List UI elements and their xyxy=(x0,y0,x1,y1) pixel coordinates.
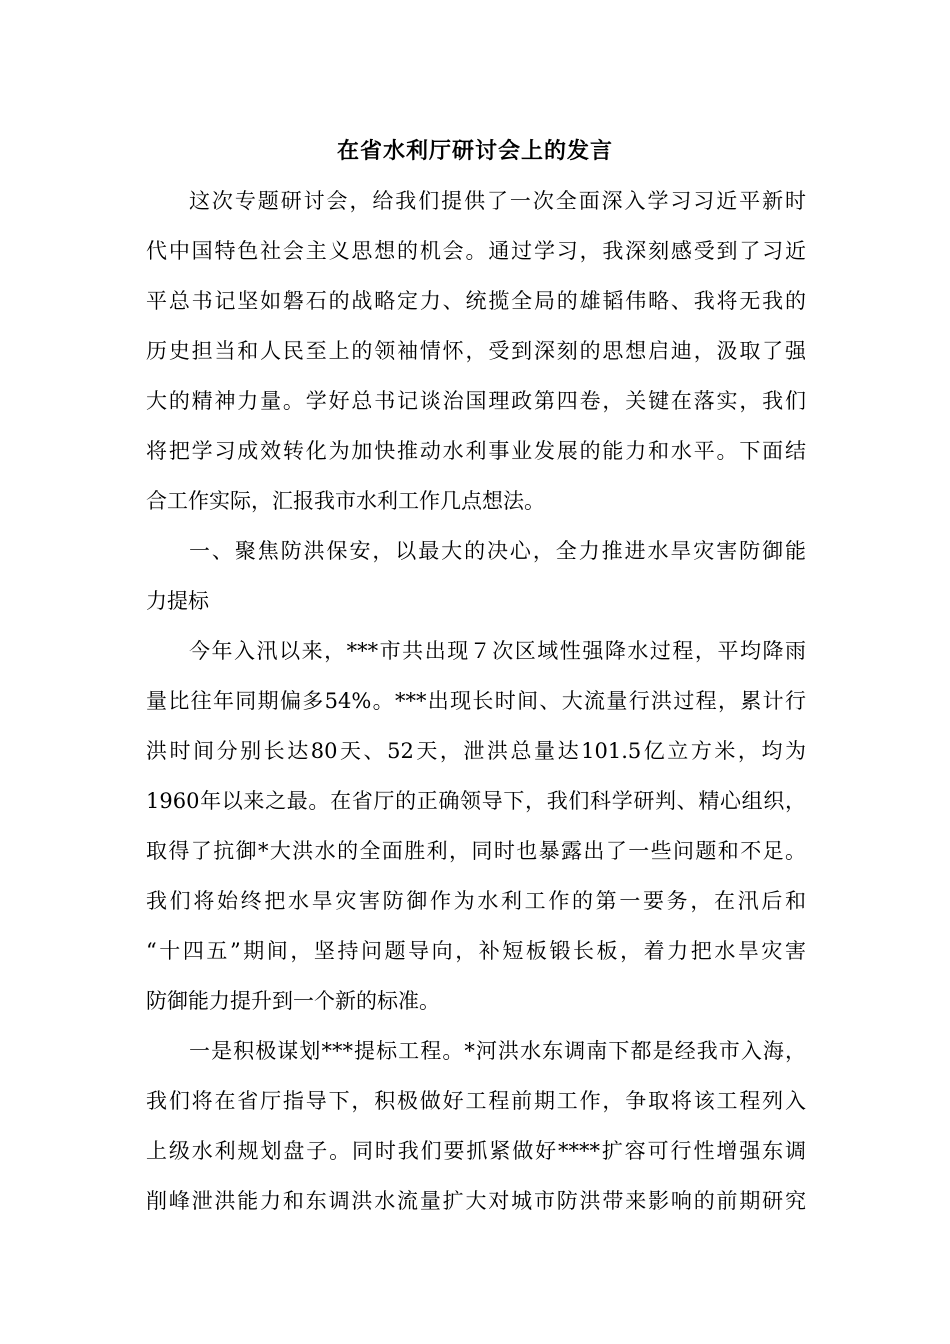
paragraph-line: 上级水利规划盘子。同时我们要抓紧做好****扩容可行性增强东调 xyxy=(146,1139,806,1163)
paragraph-line: 1960年以来之最。在省厅的正确领导下，我们科学研判、精心组织， xyxy=(146,789,806,813)
paragraph-line: 将把学习成效转化为加快推动水利事业发展的能力和水平。下面结 xyxy=(146,439,806,463)
paragraph-line: 量比往年同期偏多54%。***出现长时间、大流量行洪过程，累计行 xyxy=(146,689,806,713)
paragraph-line: 取得了抗御*大洪水的全面胜利，同时也暴露出了一些问题和不足。 xyxy=(146,839,806,863)
section-heading-line: 力提标 xyxy=(146,589,209,613)
paragraph-line: “十四五”期间，坚持问题导向，补短板锻长板，着力把水旱灾害 xyxy=(146,939,806,963)
paragraph-line: 今年入汛以来，***市共出现７次区域性强降水过程，平均降雨 xyxy=(189,639,806,663)
section-heading-line: 一、聚焦防洪保安，以最大的决心，全力推进水旱灾害防御能 xyxy=(189,539,806,563)
paragraph-line: 历史担当和人民至上的领袖情怀，受到深刻的思想启迪，汲取了强 xyxy=(146,339,806,363)
paragraph-line: 削峰泄洪能力和东调洪水流量扩大对城市防洪带来影响的前期研究 xyxy=(146,1189,806,1213)
paragraph-line: 我们将在省厅指导下，积极做好工程前期工作，争取将该工程列入 xyxy=(146,1089,806,1113)
paragraph-line: 代中国特色社会主义思想的机会。通过学习，我深刻感受到了习近 xyxy=(146,239,806,263)
paragraph-line: 一是积极谋划***提标工程。*河洪水东调南下都是经我市入海， xyxy=(189,1039,806,1063)
paragraph-line: 防御能力提升到一个新的标准。 xyxy=(146,989,440,1013)
paragraph-line: 平总书记坚如磐石的战略定力、统揽全局的雄韬伟略、我将无我的 xyxy=(146,289,806,313)
paragraph-line: 洪时间分别长达80天、52天，泄洪总量达101.5亿立方米，均为 xyxy=(146,739,806,763)
paragraph-line: 合工作实际，汇报我市水利工作几点想法。 xyxy=(146,489,545,513)
paragraph-line: 我们将始终把水旱灾害防御作为水利工作的第一要务，在汛后和 xyxy=(146,889,806,913)
document-title: 在省水利厅研讨会上的发言 xyxy=(336,138,613,164)
paragraph-line: 大的精神力量。学好总书记谈治国理政第四卷，关键在落实，我们 xyxy=(146,389,806,413)
paragraph-line: 这次专题研讨会，给我们提供了一次全面深入学习习近平新时 xyxy=(189,189,806,213)
